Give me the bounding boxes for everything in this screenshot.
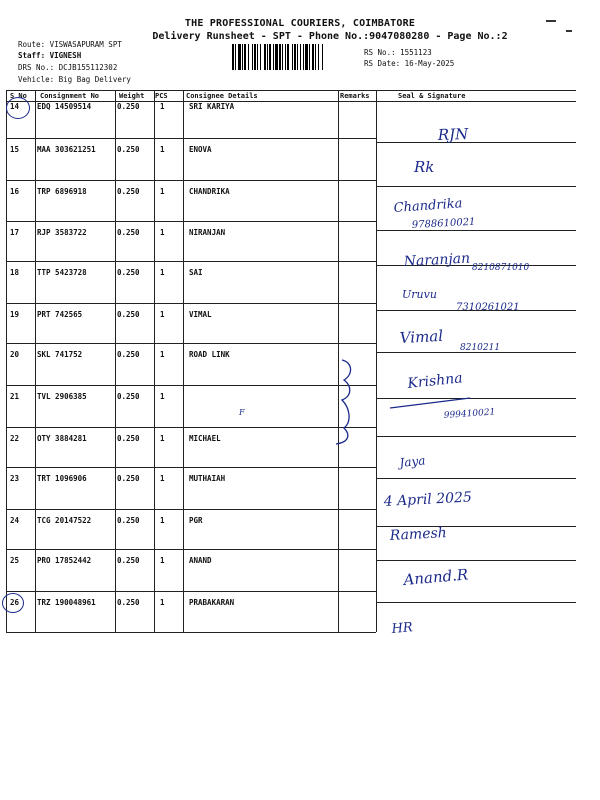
pcs-cell: 1 [160,598,165,607]
consignee-cell: MICHAEL [189,434,221,443]
pcs-cell: 1 [160,556,165,565]
weight-cell: 0.250 [117,145,140,154]
handwritten-signature: 8210871010 [472,263,530,273]
col-header-remarks: Remarks [340,92,370,100]
rs-number: RS No.: 1551123 [364,48,432,57]
weight-cell: 0.250 [117,556,140,565]
sno-cell: 16 [10,187,20,196]
sno-cell: 25 [10,556,20,565]
col-header-pcs: PCS [155,92,168,100]
sno-cell: 15 [10,145,20,154]
vehicle-label: Vehicle: Big Bag Delivery [18,75,131,84]
consignee-cell: ROAD LINK [189,350,230,359]
sno-cell: 21 [10,392,20,401]
pcs-cell: 1 [160,187,165,196]
consignee-cell: ANAND [189,556,212,565]
sno-cell: 17 [10,228,20,237]
signature-underline [390,398,470,408]
weight-cell: 0.250 [117,474,140,483]
sno-cell: 26 [10,598,20,607]
consignee-cell: MUTHAIAH [189,474,226,483]
col-header-sno: S No [10,92,27,100]
handwritten-signature: Krishna [406,370,464,392]
document-title: THE PROFESSIONAL COURIERS, COIMBATORE [184,18,416,29]
consignment-cell: TCG 20147522 [37,516,92,525]
handwritten-signature: Chandrika [393,196,463,216]
sno-cell: 18 [10,268,20,277]
consignee-cell: NIRANJAN [189,228,226,237]
col-header-consignee: Consignee Details [186,92,258,100]
stray-mark: F [239,408,245,417]
pcs-cell: 1 [160,434,165,443]
pcs-cell: 1 [160,310,165,319]
sno-cell: 22 [10,434,20,443]
consignment-cell: PRT 742565 [37,310,83,319]
route-label: Route: VISWASAPURAM SPT [18,40,122,49]
handwritten-signature: Rk [414,158,435,176]
sno-cell: 24 [10,516,20,525]
consignment-cell: PRO 17852442 [37,556,92,565]
handwritten-signature: Uruvu [402,288,437,301]
pcs-cell: 1 [160,102,165,111]
handwritten-signature: 8210211 [460,343,501,353]
handwritten-signature: 9788610021 [411,216,476,231]
sno-cell: 14 [10,102,20,111]
weight-cell: 0.250 [117,434,140,443]
handwritten-signature: Jaya [398,453,427,470]
consignee-cell: ENOVA [189,145,212,154]
handwritten-signature: Ramesh [389,525,448,544]
consignment-cell: TRP 6896918 [37,187,87,196]
consignee-cell: VIMAL [189,310,212,319]
sno-cell: 20 [10,350,20,359]
drs-number: DRS No.: DCJB155112302 [18,63,118,72]
runsheet-subtitle: Delivery Runsheet - SPT - Phone No.:9047080280 - Page No.:2 [152,31,508,42]
weight-cell: 0.250 [117,310,140,319]
col-header-signature: Seal & Signature [398,92,466,100]
consignee-cell: PRABAKARAN [189,598,235,607]
col-header-weight: Weight [119,92,145,100]
weight-cell: 0.250 [117,102,140,111]
pcs-cell: 1 [160,392,165,401]
weight-cell: 0.250 [117,228,140,237]
consignment-cell: TRT 1096906 [37,474,87,483]
weight-cell: 0.250 [117,598,140,607]
weight-cell: 0.250 [117,350,140,359]
staff-label: Staff: VIGNESH [18,51,82,60]
handwritten-signature: 999410021 [443,407,496,421]
pcs-cell: 1 [160,268,165,277]
handwritten-signature: Vimal [399,326,444,347]
col-header-consignment: Consignment No [40,92,100,100]
consignee-cell: SRI KARIYA [189,102,235,111]
handwritten-signature: HR [391,620,414,637]
pcs-cell: 1 [160,228,165,237]
weight-cell: 0.250 [117,516,140,525]
pcs-cell: 1 [160,350,165,359]
consignee-cell: SAI [189,268,203,277]
handwritten-signature: RJN [437,124,469,144]
weight-cell: 0.250 [117,392,140,401]
consignment-cell: TRZ 190048961 [37,598,96,607]
handwritten-signature: Anand.R [402,565,469,589]
consignee-cell: CHANDRIKA [189,187,230,196]
weight-cell: 0.250 [117,187,140,196]
consignment-cell: MAA 303621251 [37,145,96,154]
sno-cell: 23 [10,474,20,483]
consignee-cell: PGR [189,516,203,525]
consignment-cell: OTY 3884281 [37,434,87,443]
pcs-cell: 1 [160,474,165,483]
pcs-cell: 1 [160,145,165,154]
sno-cell: 19 [10,310,20,319]
consignment-cell: TTP 5423728 [37,268,87,277]
pcs-cell: 1 [160,516,165,525]
rs-date: RS Date: 16-May-2025 [364,59,455,68]
handwritten-signature: 4 April 2025 [383,489,473,510]
consignment-cell: EDQ 14509514 [37,102,92,111]
consignment-cell: TVL 2906385 [37,392,87,401]
handwritten-signature: Naranjan [403,250,471,270]
consignment-cell: SKL 741752 [37,350,83,359]
handwritten-signature: 7310261021 [456,302,520,313]
consignment-cell: RJP 3583722 [37,228,87,237]
weight-cell: 0.250 [117,268,140,277]
